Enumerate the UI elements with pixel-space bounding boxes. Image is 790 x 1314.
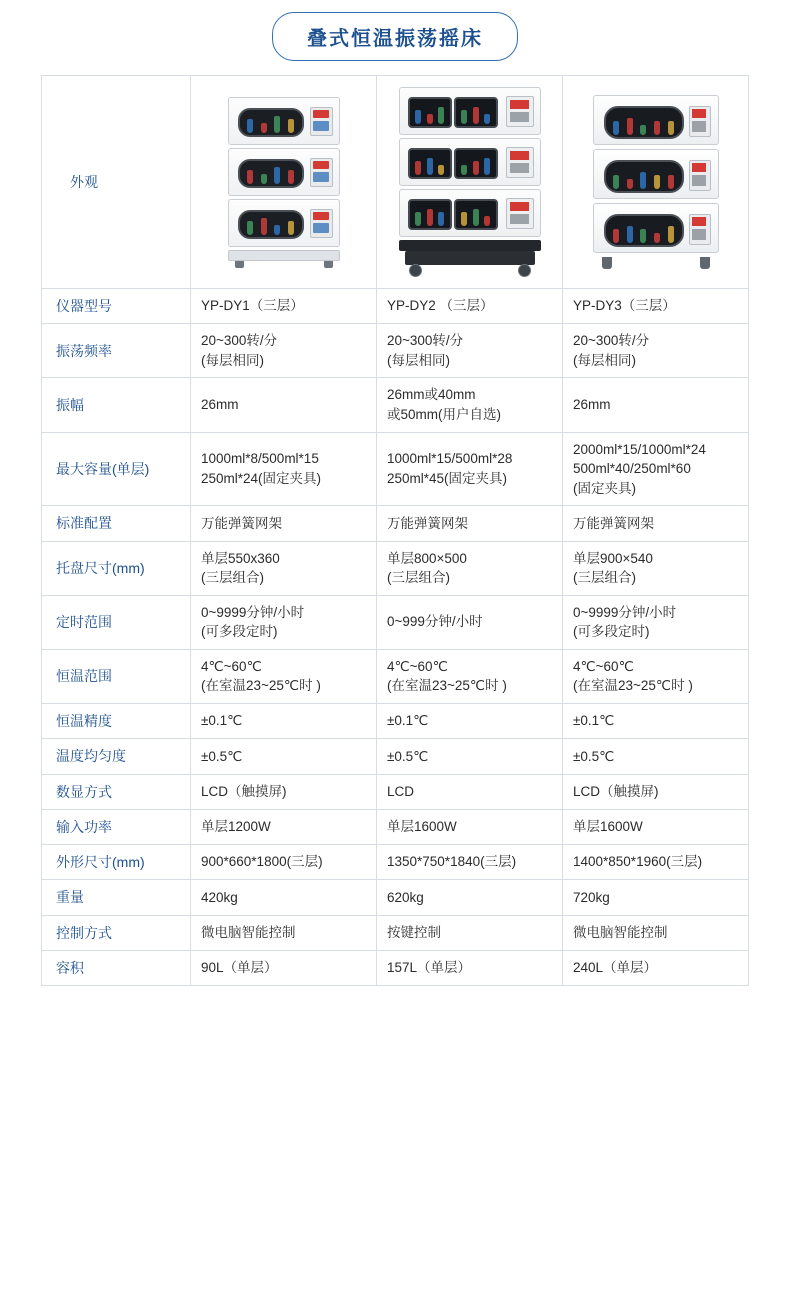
caster-wheel <box>409 264 422 277</box>
chamber-window <box>454 199 498 230</box>
row-value: LCD <box>377 774 563 809</box>
row-value: 0~9999分钟/小时 (可多段定时) <box>191 595 377 649</box>
row-label: 数显方式 <box>42 774 191 809</box>
product-image-cell-3 <box>563 76 749 289</box>
chamber-window <box>454 148 498 179</box>
control-panel <box>310 107 333 136</box>
flask-icon <box>461 212 467 226</box>
flask-group <box>456 158 496 175</box>
control-panel <box>506 198 534 229</box>
row-label: 仪器型号 <box>42 289 191 324</box>
control-panel <box>310 209 333 238</box>
row-value: LCD（触摸屏) <box>563 774 749 809</box>
row-value: 1000ml*15/500ml*28 250ml*45(固定夹具) <box>377 432 563 506</box>
flask-icon <box>668 121 674 135</box>
flask-icon <box>640 229 646 243</box>
row-label: 托盘尺寸(mm) <box>42 541 191 595</box>
row-label: 振荡频率 <box>42 324 191 378</box>
row-label-appearance <box>42 76 191 289</box>
flask-icon <box>438 165 444 175</box>
row-value: 单层1600W <box>377 809 563 844</box>
control-panel <box>689 160 711 191</box>
row-value: 900*660*1800(三层) <box>191 845 377 880</box>
row-value: 20~300转/分 (每层相同) <box>191 324 377 378</box>
machine-tier <box>228 148 340 196</box>
row-label: 温度均匀度 <box>42 739 191 774</box>
control-panel <box>506 96 534 127</box>
row-value: 按键控制 <box>377 915 563 950</box>
row-label: 恒温精度 <box>42 703 191 738</box>
machine-illustration-3 <box>563 76 748 288</box>
row-value: 2000ml*15/1000ml*24 500ml*40/250ml*60 (固定夹具) <box>563 432 749 506</box>
flask-icon <box>288 119 294 133</box>
flask-icon <box>261 123 267 133</box>
flask-icon <box>261 174 267 184</box>
row-value: YP-DY1（三层） <box>191 289 377 324</box>
row-value: 4℃~60℃ (在室温23~25℃时 ) <box>563 649 749 703</box>
row-value: 1400*850*1960(三层) <box>563 845 749 880</box>
row-value: ±0.5℃ <box>191 739 377 774</box>
table-row <box>42 595 749 649</box>
row-value: 420kg <box>191 880 377 915</box>
chamber-window <box>238 159 304 188</box>
flask-icon <box>668 175 674 189</box>
machine-tier <box>228 97 340 145</box>
flask-icon <box>288 170 294 184</box>
flask-icon <box>668 226 674 243</box>
row-value: 4℃~60℃ (在室温23~25℃时 ) <box>191 649 377 703</box>
flask-icon <box>627 226 633 243</box>
row-value: 微电脑智能控制 <box>563 915 749 950</box>
machine-illustration-1 <box>191 76 376 288</box>
chamber-window <box>408 148 452 179</box>
row-value: YP-DY3（三层） <box>563 289 749 324</box>
table-body <box>42 76 749 986</box>
chamber-window <box>238 108 304 137</box>
flask-icon <box>473 161 479 175</box>
table-row <box>42 809 749 844</box>
table-row <box>42 774 749 809</box>
machine-tier <box>593 149 719 199</box>
row-label-text: 外观 <box>70 173 98 190</box>
table-row <box>42 950 749 985</box>
row-value: 620kg <box>377 880 563 915</box>
machine-wide-cart <box>399 87 541 277</box>
table-row <box>42 880 749 915</box>
flask-icon <box>613 175 619 189</box>
row-value: 26mm <box>191 378 377 432</box>
row-label: 控制方式 <box>42 915 191 950</box>
chamber-window <box>238 210 304 239</box>
page-title-container <box>0 0 790 75</box>
flask-icon <box>484 158 490 175</box>
row-label: 重量 <box>42 880 191 915</box>
row-value: 20~300转/分 (每层相同) <box>377 324 563 378</box>
flask-icon <box>274 116 280 133</box>
flask-icon <box>415 110 421 124</box>
table-row <box>42 649 749 703</box>
control-panel <box>689 106 711 137</box>
flask-icon <box>438 107 444 124</box>
chamber-window <box>604 160 684 193</box>
row-label: 标准配置 <box>42 506 191 541</box>
flask-icon <box>274 225 280 235</box>
row-label: 外形尺寸(mm) <box>42 845 191 880</box>
flask-icon <box>461 110 467 124</box>
table-row <box>42 845 749 880</box>
table-row <box>42 289 749 324</box>
table-row <box>42 76 749 289</box>
flask-icon <box>427 209 433 226</box>
flask-icon <box>247 221 253 235</box>
machine-narrow <box>228 97 340 268</box>
control-panel <box>506 147 534 178</box>
row-value: LCD（触摸屏) <box>191 774 377 809</box>
flask-icon <box>640 172 646 189</box>
flask-group <box>410 107 450 124</box>
row-value: 单层800×500 (三层组合) <box>377 541 563 595</box>
flask-icon <box>473 107 479 124</box>
row-label: 最大容量(单层) <box>42 432 191 506</box>
machine-tier <box>399 189 541 237</box>
flask-icon <box>274 167 280 184</box>
flask-icon <box>288 221 294 235</box>
row-value: 240L（单层） <box>563 950 749 985</box>
row-value: 1000ml*8/500ml*15 250ml*24(固定夹具) <box>191 432 377 506</box>
row-value: 20~300转/分 (每层相同) <box>563 324 749 378</box>
machine-tier <box>593 95 719 145</box>
control-panel <box>310 158 333 187</box>
flask-group <box>240 218 302 235</box>
flask-group <box>240 116 302 133</box>
row-value: 万能弹簧网架 <box>191 506 377 541</box>
machine-illustration-2 <box>377 76 562 288</box>
machine-legs <box>593 257 719 269</box>
row-label: 输入功率 <box>42 809 191 844</box>
row-value: 微电脑智能控制 <box>191 915 377 950</box>
row-value: 单层550x360 (三层组合) <box>191 541 377 595</box>
chamber-window <box>454 97 498 128</box>
row-value: ±0.1℃ <box>191 703 377 738</box>
flask-group <box>240 167 302 184</box>
flask-group <box>606 118 682 135</box>
row-value: 26mm <box>563 378 749 432</box>
machine-base <box>399 240 541 251</box>
table-row <box>42 324 749 378</box>
row-value: 0~9999分钟/小时 (可多段定时) <box>563 595 749 649</box>
flask-icon <box>484 114 490 124</box>
machine-tier <box>228 199 340 247</box>
flask-icon <box>427 158 433 175</box>
table-row <box>42 506 749 541</box>
table-row <box>42 703 749 738</box>
flask-icon <box>654 233 660 243</box>
row-value: YP-DY2 （三层） <box>377 289 563 324</box>
flask-group <box>456 209 496 226</box>
flask-group <box>606 226 682 243</box>
table-row <box>42 739 749 774</box>
flask-icon <box>613 229 619 243</box>
row-label: 恒温范围 <box>42 649 191 703</box>
machine-base <box>228 250 340 261</box>
flask-icon <box>654 175 660 189</box>
row-value: 720kg <box>563 880 749 915</box>
table-row <box>42 541 749 595</box>
table-row <box>42 378 749 432</box>
caster-wheel <box>518 264 531 277</box>
row-value: 4℃~60℃ (在室温23~25℃时 ) <box>377 649 563 703</box>
row-label: 定时范围 <box>42 595 191 649</box>
flask-icon <box>627 118 633 135</box>
chamber-window <box>408 97 452 128</box>
row-value: 1350*750*1840(三层) <box>377 845 563 880</box>
table-row <box>42 432 749 506</box>
flask-icon <box>613 121 619 135</box>
flask-icon <box>247 119 253 133</box>
row-value: 26mm或40mm 或50mm(用户自选) <box>377 378 563 432</box>
row-value: 万能弹簧网架 <box>563 506 749 541</box>
flask-icon <box>415 161 421 175</box>
flask-icon <box>461 165 467 175</box>
flask-group <box>410 158 450 175</box>
machine-tier <box>399 87 541 135</box>
flask-icon <box>261 218 267 235</box>
row-label: 振幅 <box>42 378 191 432</box>
flask-group <box>456 107 496 124</box>
row-value: 万能弹簧网架 <box>377 506 563 541</box>
machine-tier <box>399 138 541 186</box>
row-value: 单层1200W <box>191 809 377 844</box>
row-label: 容积 <box>42 950 191 985</box>
row-value: ±0.5℃ <box>377 739 563 774</box>
flask-icon <box>415 212 421 226</box>
row-value: 单层1600W <box>563 809 749 844</box>
machine-cart <box>399 251 541 277</box>
row-value: ±0.1℃ <box>563 703 749 738</box>
specification-table <box>41 75 749 986</box>
machine-large <box>593 95 719 269</box>
flask-icon <box>484 216 490 226</box>
flask-icon <box>473 209 479 226</box>
flask-icon <box>654 121 660 135</box>
flask-group <box>410 209 450 226</box>
machine-feet <box>228 261 340 268</box>
machine-tier <box>593 203 719 253</box>
product-image-cell-2 <box>377 76 563 289</box>
chamber-window <box>408 199 452 230</box>
row-value: 0~999分钟/小时 <box>377 595 563 649</box>
flask-icon <box>247 170 253 184</box>
flask-group <box>606 172 682 189</box>
control-panel <box>689 214 711 245</box>
flask-icon <box>627 179 633 189</box>
chamber-window <box>604 106 684 139</box>
row-value: 90L（单层） <box>191 950 377 985</box>
row-value: ±0.5℃ <box>563 739 749 774</box>
table-row <box>42 915 749 950</box>
flask-icon <box>438 212 444 226</box>
flask-icon <box>640 125 646 135</box>
row-value: 单层900×540 (三层组合) <box>563 541 749 595</box>
flask-icon <box>427 114 433 124</box>
page-title: 叠式恒温振荡摇床 <box>272 12 518 61</box>
row-value: ±0.1℃ <box>377 703 563 738</box>
chamber-window <box>604 214 684 247</box>
row-value: 157L（单层） <box>377 950 563 985</box>
product-image-cell-1 <box>191 76 377 289</box>
